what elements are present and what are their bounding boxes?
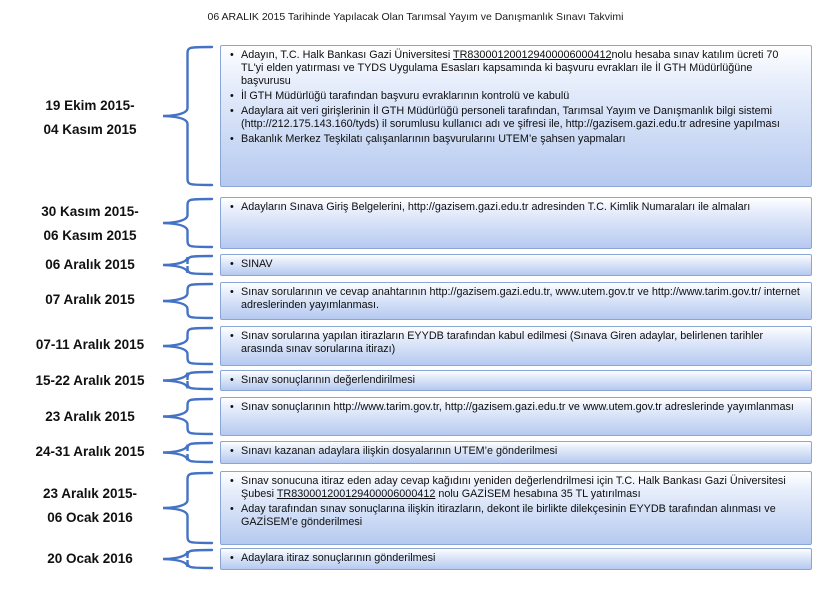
task-item — [230, 374, 803, 387]
task-item — [230, 445, 803, 458]
task-item — [230, 475, 803, 501]
task-list — [229, 401, 803, 414]
task-text: Adayın, T.C. Halk Bankası Gazi Üniversitesi — [241, 49, 454, 61]
curly-brace-icon — [163, 399, 212, 434]
bullet-icon: • — [230, 374, 234, 386]
date-line: 06 Aralık 2015 — [45, 257, 135, 273]
date-line: 24-31 Aralık 2015 — [35, 444, 145, 460]
task-item — [230, 503, 803, 529]
date-line: 07 Aralık 2015 — [45, 292, 135, 308]
date-line: 23 Aralık 2015 — [45, 409, 135, 425]
schedule-box — [220, 548, 812, 570]
date-line: 20 Ocak 2016 — [47, 551, 133, 567]
schedule-box — [220, 282, 812, 320]
date-line: 07-11 Aralık 2015 — [35, 337, 145, 353]
task-text: nolu GAZİSEM hesabına 35 TL yatırılması — [435, 488, 641, 500]
task-text: Adaylara ait veri girişlerinin İl GTH Müdürlüğü personeli tarafından, Tarımsal Yayım ve Danışmanlık bilgi sistemi (http://212.175.143.160/tyds) il sorumlusu kullanıcı adı ve şifresi ile, http://gazisem.gazi.edu.tr adresine yapılması — [241, 105, 780, 130]
task-list — [229, 552, 803, 565]
curly-brace-icon — [163, 284, 212, 318]
curly-brace-icon — [163, 473, 212, 543]
task-list — [229, 330, 803, 356]
date-line: 15-22 Aralık 2015 — [35, 373, 145, 389]
bullet-icon: • — [230, 90, 234, 102]
bullet-icon: • — [230, 286, 234, 298]
curly-brace-icon — [163, 256, 212, 274]
date-line: 06 Ocak 2016 — [47, 510, 133, 526]
task-item — [230, 401, 803, 414]
curly-brace-icon — [163, 372, 212, 389]
task-text: Sınav sorularının ve cevap anahtarının http://gazisem.gazi.edu.tr, www.utem.gov.tr ve http://www.tarim.gov.tr/ internet adreslerinden yayımlanması. — [241, 286, 800, 311]
task-text: İl GTH Müdürlüğü tarafından başvuru evraklarının kontrolü ve kabulü — [241, 90, 570, 102]
curly-brace-icon — [163, 199, 212, 247]
task-list — [229, 445, 803, 458]
curly-brace-icon — [163, 328, 212, 364]
bullet-icon: • — [230, 401, 234, 413]
bullet-icon: • — [230, 258, 234, 270]
schedule-box — [220, 45, 812, 187]
date-line: 23 Aralık 2015- — [42, 486, 138, 502]
bullet-icon: • — [230, 49, 234, 61]
task-text: Sınav sonuçlarının http://www.tarim.gov.tr, http://gazisem.gazi.edu.tr ve www.utem.gov.tr adreslerinde yayımlanması — [241, 401, 794, 413]
task-item — [230, 90, 803, 103]
date-range — [20, 440, 160, 464]
date-range — [20, 288, 160, 312]
bullet-icon: • — [230, 445, 234, 457]
schedule-box — [220, 471, 812, 545]
task-list — [229, 258, 803, 271]
task-text: Sınav sonucuna itiraz eden aday cevap kağıdını yeniden değerlendrilmesi için T.C. Halk Bankası Gazi Üniversitesi Şubesi — [241, 475, 786, 500]
date-range — [20, 547, 160, 571]
task-item — [230, 552, 803, 565]
task-item — [230, 133, 803, 146]
iban-number: TR830001200129400006000412 — [276, 488, 436, 500]
date-range — [20, 405, 160, 429]
page-title: 06 ARALIK 2015 Tarihinde Yapılacak Olan Tarımsal Yayım ve Danışmanlık Sınavı Takvimi — [207, 11, 624, 23]
bullet-icon: • — [230, 133, 234, 145]
task-list — [229, 201, 803, 214]
task-text: Bakanlık Merkez Teşkilatı çalışanlarının başvurularını UTEM’e şahsen yapmaları — [241, 133, 626, 145]
curly-brace-icon — [163, 47, 212, 185]
task-text: Sınav sonuçlarının değerlendirilmesi — [241, 374, 416, 386]
bullet-icon: • — [230, 330, 234, 342]
task-list — [229, 374, 803, 387]
date-line: 06 Kasım 2015 — [43, 228, 137, 244]
task-item — [230, 258, 803, 271]
schedule-box — [220, 254, 812, 276]
task-text: Sınav sorularına yapılan itirazların EYYDB tarafından kabul edilmesi (Sınava Giren adaylar, belirlenen tarihler arasında sınav sorularına itirazı) — [241, 330, 764, 355]
date-range — [20, 200, 160, 247]
task-list — [229, 475, 803, 529]
bullet-icon: • — [230, 503, 234, 515]
task-text: Sınavı kazanan adaylara ilişkin dosyalarının UTEM’e gönderilmesi — [241, 445, 558, 457]
task-list — [229, 286, 803, 312]
schedule-box — [220, 197, 812, 249]
date-line: 30 Kasım 2015- — [41, 204, 139, 220]
schedule-box — [220, 397, 812, 436]
date-range — [20, 94, 160, 141]
iban-number: TR830001200129400006000412 — [453, 49, 612, 61]
date-line: 19 Ekim 2015- — [45, 98, 135, 114]
task-item — [230, 201, 803, 214]
task-text: nolu hesaba sınav katılım ücreti 70 TL'yi elden yatırması ve TYDS Uygulama Esasları kapsamında ki başvuru evrakları ile İl GTH Müdürlüğüne başvurusu — [241, 49, 779, 87]
task-text: Adayların Sınava Giriş Belgelerini, http://gazisem.gazi.edu.tr adresinden T.C. Kimlik Numaraları ile almaları — [241, 201, 751, 213]
task-text: SINAV — [241, 258, 273, 270]
date-line: 04 Kasım 2015 — [43, 122, 137, 138]
task-item — [230, 105, 803, 131]
bullet-icon: • — [230, 475, 234, 487]
schedule-box — [220, 441, 812, 464]
curly-brace-icon — [163, 443, 212, 462]
schedule-box — [220, 326, 812, 366]
task-item — [230, 330, 803, 356]
curly-brace-icon — [163, 550, 212, 568]
task-text: Adaylara itiraz sonuçlarının gönderilmesi — [241, 552, 436, 564]
date-range — [20, 333, 160, 357]
bullet-icon: • — [230, 201, 234, 213]
task-list — [229, 49, 803, 146]
bullet-icon: • — [230, 105, 234, 117]
task-text: Aday tarafından sınav sonuçlarına ilişkin itirazların, dekont ile birlikte dilekçesinin EYYDB tarafından alınması ve GAZİSEM’e gönderilmesi — [241, 503, 776, 528]
date-range — [20, 482, 160, 529]
date-range — [20, 369, 160, 393]
schedule-box — [220, 370, 812, 391]
task-item — [230, 49, 803, 88]
bullet-icon: • — [230, 552, 234, 564]
date-range — [20, 253, 160, 277]
task-item — [230, 286, 803, 312]
